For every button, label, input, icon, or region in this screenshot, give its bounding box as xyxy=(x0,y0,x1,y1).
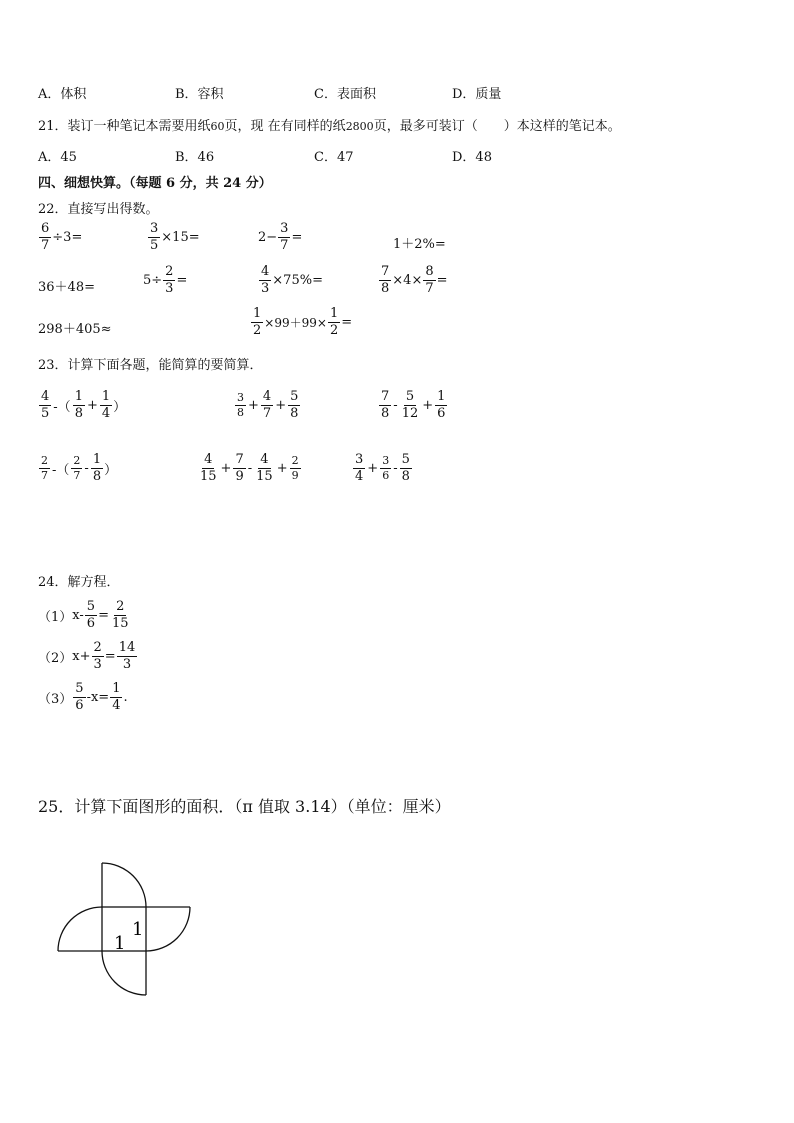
q22-expr-2: $\frac{3}{5}$ ×15= xyxy=(150,221,200,253)
fraction: $\frac{8}{7}$ xyxy=(425,264,434,296)
fraction: $\frac{1}{2}$ xyxy=(253,306,262,338)
q21-option-d: D．48 xyxy=(452,150,492,165)
q22-expr-9: 298＋405≈ xyxy=(38,322,112,337)
q22-title: 22．直接写出得数。 xyxy=(38,202,159,217)
q20-option-a: A．体积 xyxy=(38,87,87,102)
q20-option-c: C．表面积 xyxy=(314,87,376,102)
q24-title: 24．解方程． xyxy=(38,575,120,590)
q24-equation-2: （2） x+ $\frac{2}{3}$ = $\frac{14}{3}$ xyxy=(38,640,136,672)
q25-pinwheel-figure xyxy=(50,855,200,1005)
left-quarter-arc xyxy=(58,907,102,951)
dimension-label-2: 1 xyxy=(132,919,144,940)
q23-title: 23．计算下面各题，能简算的要简算． xyxy=(38,358,263,373)
fraction: $\frac{4}{3}$ xyxy=(261,264,270,296)
q23-expr-5: 4 15 + $\frac{7}{9}$ - 4 15 + $\frac{2}{9}$ xyxy=(200,452,299,484)
q23-expr-6: 3 4 + $\frac{3}{6}$ - 5 8 xyxy=(355,452,410,484)
q24-equation-3: （3） 5 6 -x= $\frac{1}{4}$ . xyxy=(38,681,128,713)
fraction: $\frac{2}{3}$ xyxy=(165,264,174,296)
fraction: $\frac{7}{8}$ xyxy=(381,264,390,296)
q20-option-d: D．质量 xyxy=(452,87,502,102)
q21-option-b: B．46 xyxy=(175,150,215,165)
q22-expr-7: $\frac{4}{3}$ ×75%= xyxy=(261,264,323,296)
section-4-heading: 四、细想快算。（每题 6 分，共 24 分） xyxy=(38,176,272,191)
fraction: $\frac{1}{2}$ xyxy=(329,306,339,338)
q22-expr-5: 36＋48= xyxy=(38,280,95,295)
q20-option-b: B．容积 xyxy=(175,87,224,102)
q22-expr-1: $\frac{6}{7}$ ÷3= xyxy=(41,221,83,253)
q22-expr-8: $\frac{7}{8}$ ×4× $\frac{8}{7}$ = xyxy=(381,264,448,296)
fraction: $\frac{3}{5}$ xyxy=(150,221,159,253)
fraction: $\frac{3}{7}$ xyxy=(280,221,289,253)
dimension-label-1: 1 xyxy=(114,933,126,954)
q22-expr-6: 5÷ $\frac{2}{3}$ = xyxy=(143,264,188,296)
q21-option-a: A．45 xyxy=(38,150,77,165)
q24-equation-1: （1） x- $\frac{5}{6}$ = $\frac{2}{15}$ xyxy=(38,599,129,631)
right-quarter-arc xyxy=(146,907,190,951)
q25-title: 25．计算下面图形的面积．（π 值取 3.14）（单位：厘米） xyxy=(38,797,451,816)
fraction: $\frac{6}{7}$ xyxy=(41,221,50,253)
q21-option-c: C．47 xyxy=(314,150,354,165)
q22-expr-10: $\frac{1}{2}$ ×99＋99× $\frac{1}{2}$ = xyxy=(253,306,353,338)
q23-expr-2: 3 8 + $\frac{4}{7}$ + $\frac{5}{8}$ xyxy=(237,389,299,421)
q21-question: 21．装订一种笔记本需要用纸60页，现 在有同样的纸2800页，最多可装订（ ）本这样的笔记本。 xyxy=(38,119,621,134)
top-quarter-arc xyxy=(102,863,146,907)
bottom-quarter-arc xyxy=(102,951,146,995)
q23-expr-4: 2 7 -（ 2 7 - 1 8 ） xyxy=(41,452,118,484)
q22-expr-3: 2− $\frac{3}{7}$ = xyxy=(258,221,303,253)
q23-expr-1: 4 5 -（ 1 8 + $\frac{1}{4}$ ） xyxy=(41,389,127,421)
q22-expr-4: 1＋2%= xyxy=(393,237,446,252)
q23-expr-3: 7 8 - 5 12 + $\frac{1}{6}$ xyxy=(381,389,446,421)
